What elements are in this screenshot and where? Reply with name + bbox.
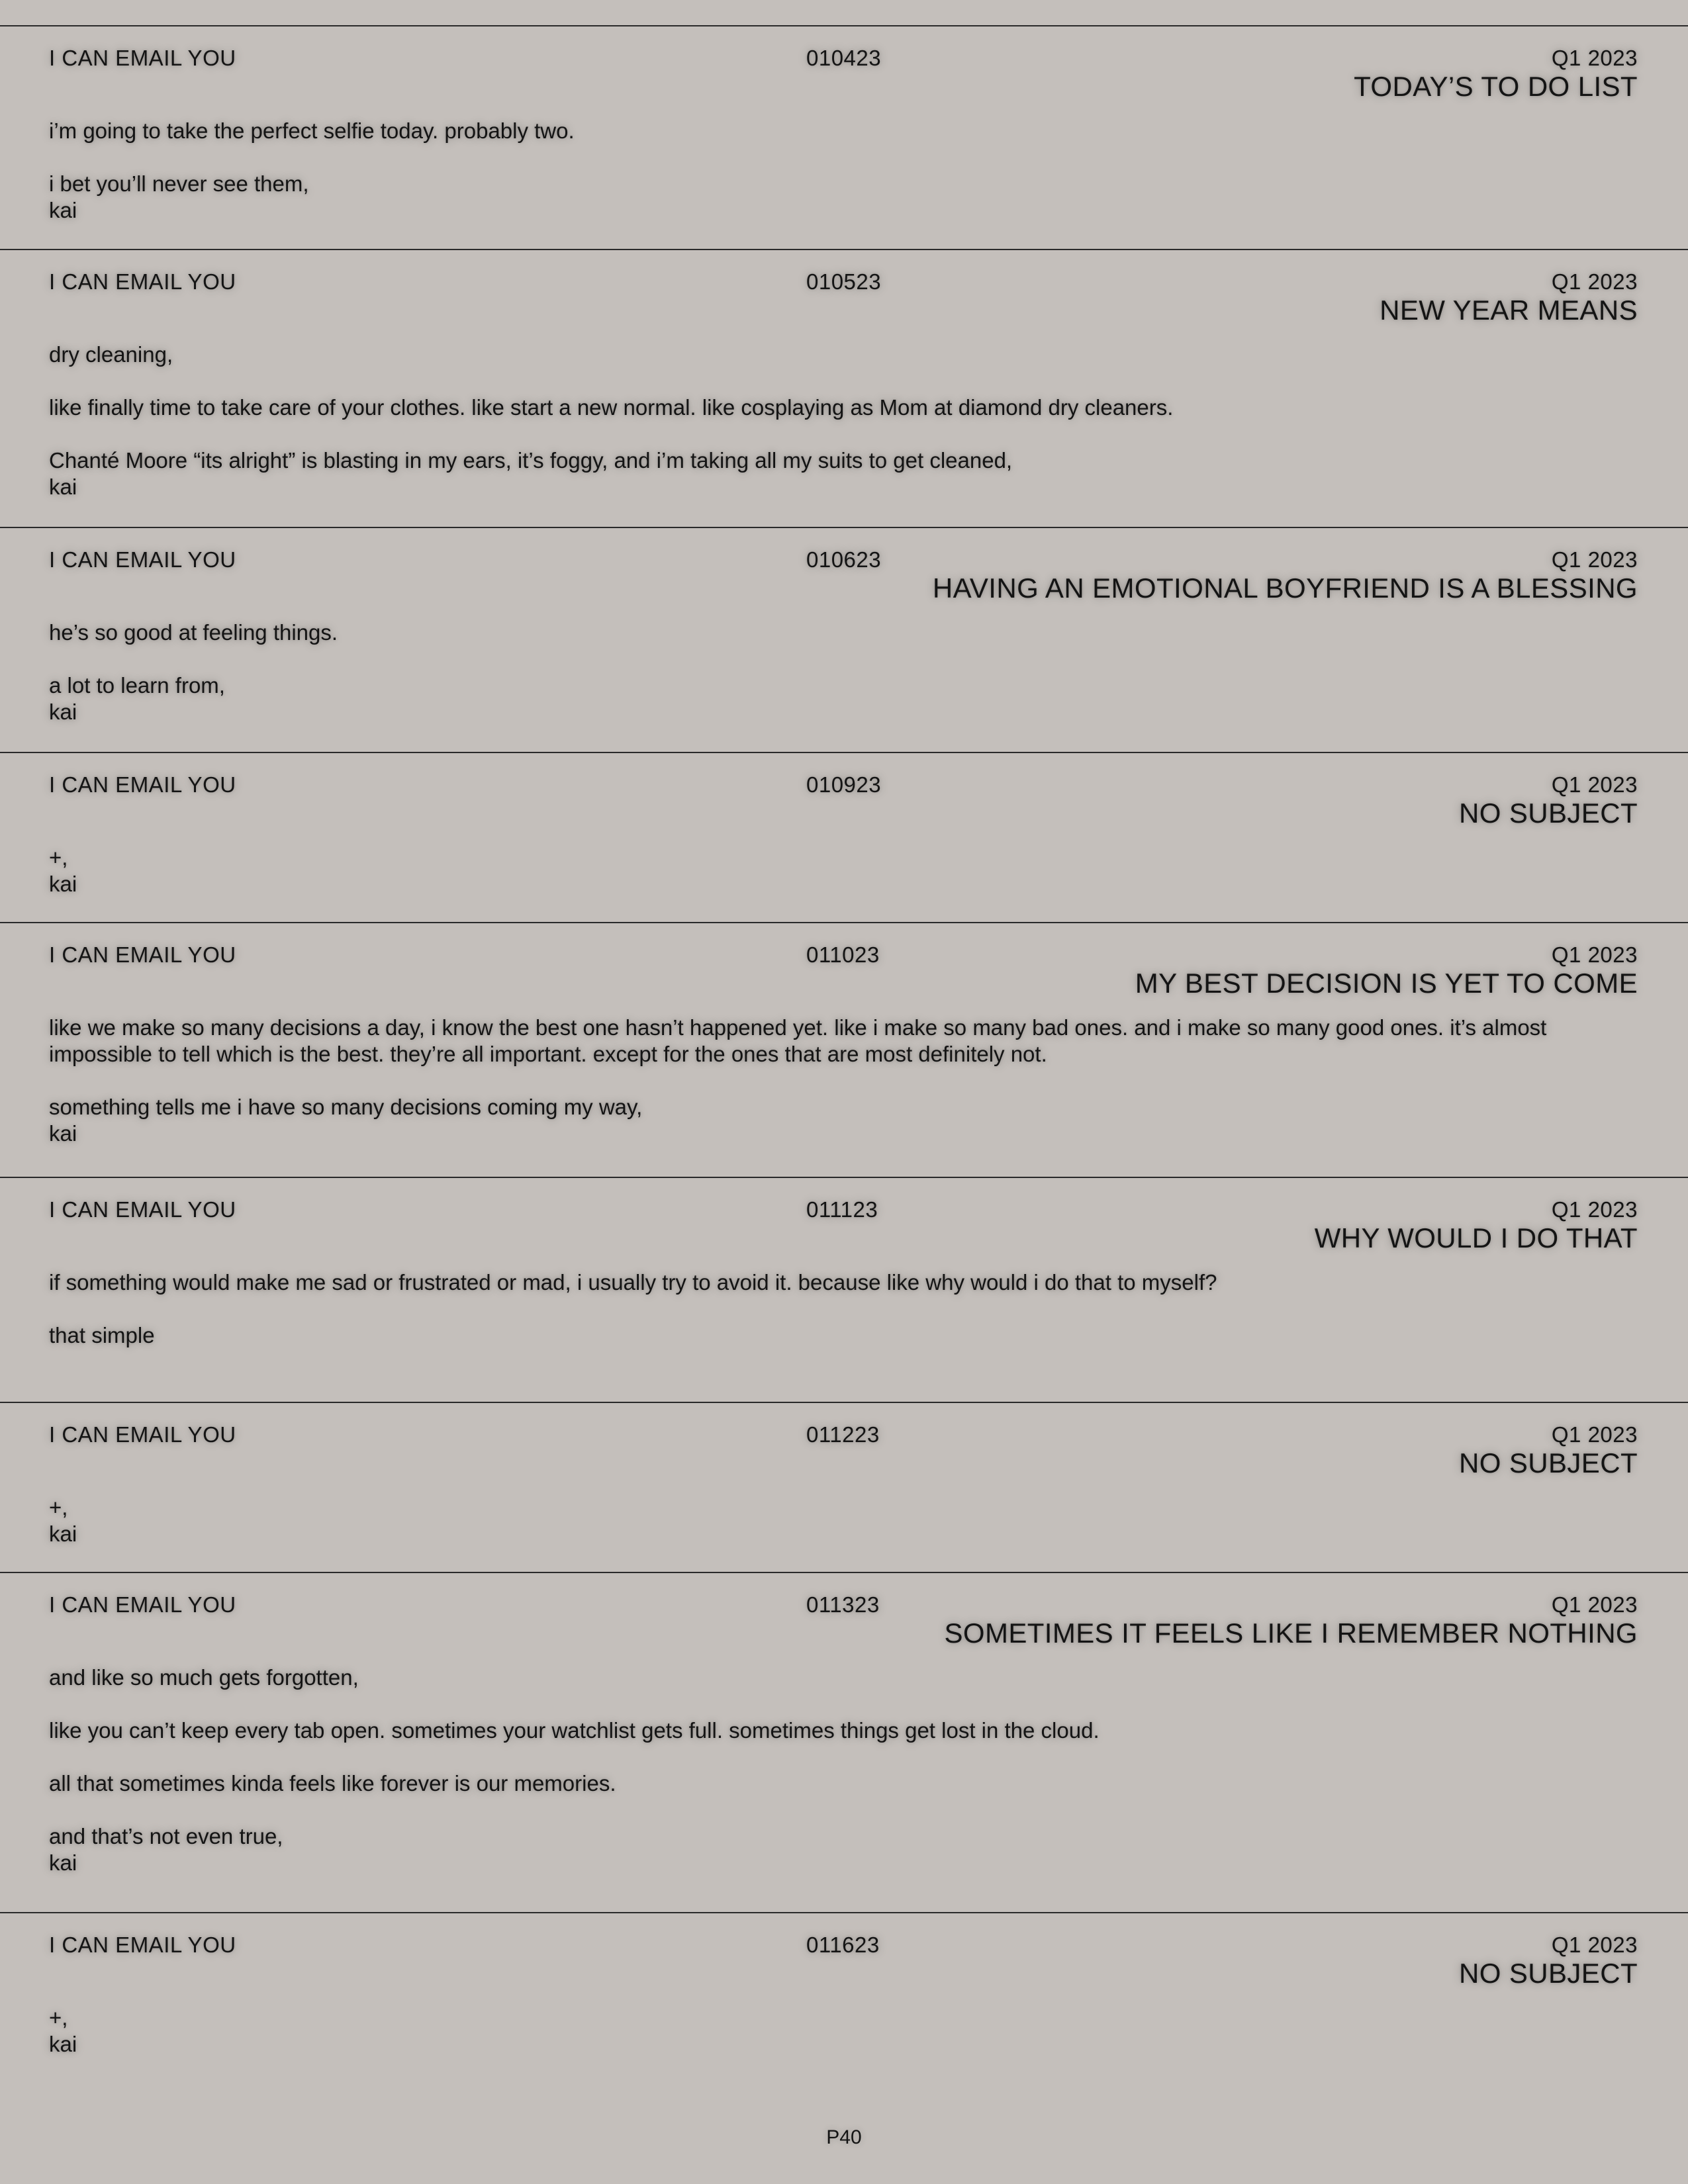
- entry-quarter: Q1 2023: [1551, 942, 1638, 967]
- entry-paragraph: he’s so good at feeling things.: [49, 620, 338, 645]
- entry-paragraph: like finally time to take care of your clothes. like start a new normal. like cosplaying as Mom at diamond dry cleaners.: [49, 395, 1174, 420]
- entry-quarter: Q1 2023: [1551, 46, 1638, 70]
- entry-body: [49, 341, 1640, 500]
- entry-subject: HAVING AN EMOTIONAL BOYFRIEND IS A BLESSING: [932, 572, 1638, 604]
- entry-body: [49, 1269, 1640, 1349]
- entry-header-label: I CAN EMAIL YOU: [49, 269, 236, 294]
- entry-subject: MY BEST DECISION IS YET TO COME: [1135, 968, 1638, 999]
- entry-closing-line: kai: [49, 475, 77, 499]
- entry-body: [49, 1664, 1640, 1876]
- entry-body: [49, 619, 1640, 725]
- entry-body: [49, 844, 1640, 897]
- entry-date-code: 011623: [806, 1933, 880, 1957]
- entry-quarter: Q1 2023: [1551, 547, 1638, 572]
- entry-body: [49, 1494, 1640, 1547]
- entry-paragraph: and like so much gets forgotten,: [49, 1665, 359, 1690]
- entry-subject: WHY WOULD I DO THAT: [1314, 1222, 1638, 1253]
- entry-closing-line: +,: [49, 845, 68, 870]
- entry-closing-line: kai: [49, 1522, 77, 1546]
- entry-closing-line: Chanté Moore “its alright” is blasting in my ears, it’s foggy, and i’m taking all my suits to get cleaned,: [49, 448, 1013, 473]
- entry-closing-line: kai: [49, 700, 77, 724]
- entry-closing-line: a lot to learn from,: [49, 673, 225, 698]
- entry-subject: TODAY’S TO DO LIST: [1354, 71, 1638, 102]
- entry-quarter: Q1 2023: [1551, 1197, 1638, 1222]
- entry-closing-line: kai: [49, 2032, 77, 2056]
- entry-date-code: 011223: [806, 1422, 880, 1447]
- email-entry: [0, 249, 1688, 527]
- entry-closing: [49, 1094, 1640, 1147]
- email-entry: [0, 527, 1688, 752]
- entry-header-label: I CAN EMAIL YOU: [49, 1197, 236, 1222]
- entry-quarter: Q1 2023: [1551, 772, 1638, 797]
- entry-closing-line: kai: [49, 872, 77, 896]
- entry-header-label: I CAN EMAIL YOU: [49, 1592, 236, 1617]
- page-number: P40: [826, 2126, 862, 2148]
- email-entry: [0, 752, 1688, 922]
- email-entry: [0, 922, 1688, 1177]
- entry-closing: [49, 844, 1640, 897]
- entry-closing: [49, 1494, 1640, 1547]
- entry-closing: [49, 2005, 1640, 2058]
- entry-date-code: 010423: [806, 46, 882, 70]
- entry-subject: NO SUBJECT: [1458, 1958, 1638, 1989]
- entry-closing-line: +,: [49, 2005, 68, 2030]
- entry-paragraph: like you can’t keep every tab open. sometimes your watchlist gets full. sometimes things get lost in the cloud.: [49, 1718, 1100, 1743]
- entry-subject: NEW YEAR MEANS: [1380, 295, 1638, 326]
- entry-closing-line: +,: [49, 1495, 68, 1520]
- entry-date-code: 011123: [806, 1197, 878, 1222]
- entry-paragraph: dry cleaning,: [49, 342, 173, 367]
- entry-header-label: I CAN EMAIL YOU: [49, 547, 236, 572]
- entry-closing-line: and that’s not even true,: [49, 1824, 283, 1848]
- entry-header-label: I CAN EMAIL YOU: [49, 1422, 236, 1447]
- email-entry: [0, 1572, 1688, 1912]
- entry-paragraph: all that sometimes kinda feels like forever is our memories.: [49, 1771, 616, 1796]
- entry-paragraph: i’m going to take the perfect selfie today. probably two.: [49, 118, 575, 143]
- entry-quarter: Q1 2023: [1551, 1592, 1638, 1617]
- email-entry: [0, 1177, 1688, 1402]
- entry-closing-line: kai: [49, 198, 77, 222]
- entry-paragraph: like we make so many decisions a day, i know the best one hasn’t happened yet. like i make so many bad ones. and i make so many good ones. it’s almost impossible to tell which is the best. they’re all important. except for the ones that are most definitely not.: [49, 1015, 1547, 1066]
- entry-body: [49, 118, 1640, 224]
- entry-paragraph: if something would make me sad or frustrated or mad, i usually try to avoid it. because like why would i do that to myself?: [49, 1270, 1217, 1295]
- entry-date-code: 011323: [806, 1592, 880, 1617]
- entry-header-label: I CAN EMAIL YOU: [49, 942, 236, 967]
- entry-subject: SOMETIMES IT FEELS LIKE I REMEMBER NOTHING: [944, 1617, 1638, 1649]
- entry-closing: [49, 1322, 1640, 1349]
- entry-closing: [49, 672, 1640, 725]
- entry-closing: [49, 171, 1640, 224]
- entry-closing: [49, 447, 1640, 500]
- entry-body: [49, 1015, 1640, 1147]
- entry-header-label: I CAN EMAIL YOU: [49, 772, 236, 797]
- entry-date-code: 010523: [806, 269, 882, 294]
- entry-closing-line: kai: [49, 1850, 77, 1875]
- entry-date-code: 010923: [806, 772, 882, 797]
- entry-closing: [49, 1823, 1640, 1876]
- entry-closing-line: kai: [49, 1121, 77, 1146]
- entry-quarter: Q1 2023: [1551, 1422, 1638, 1447]
- entry-body: [49, 2005, 1640, 2058]
- entry-header-label: I CAN EMAIL YOU: [49, 46, 236, 70]
- entry-date-code: 010623: [806, 547, 882, 572]
- entry-subject: NO SUBJECT: [1458, 797, 1638, 829]
- entry-closing-line: i bet you’ll never see them,: [49, 171, 309, 196]
- entry-closing-line: something tells me i have so many decisions coming my way,: [49, 1095, 643, 1119]
- entry-header-label: I CAN EMAIL YOU: [49, 1933, 236, 1957]
- entry-quarter: Q1 2023: [1551, 1933, 1638, 1957]
- entry-closing-line: that simple: [49, 1323, 155, 1347]
- email-entry: [0, 1912, 1688, 2084]
- entry-subject: NO SUBJECT: [1458, 1447, 1638, 1479]
- email-entry: [0, 25, 1688, 249]
- entry-quarter: Q1 2023: [1551, 269, 1638, 294]
- email-entry: [0, 1402, 1688, 1572]
- entry-date-code: 011023: [806, 942, 880, 967]
